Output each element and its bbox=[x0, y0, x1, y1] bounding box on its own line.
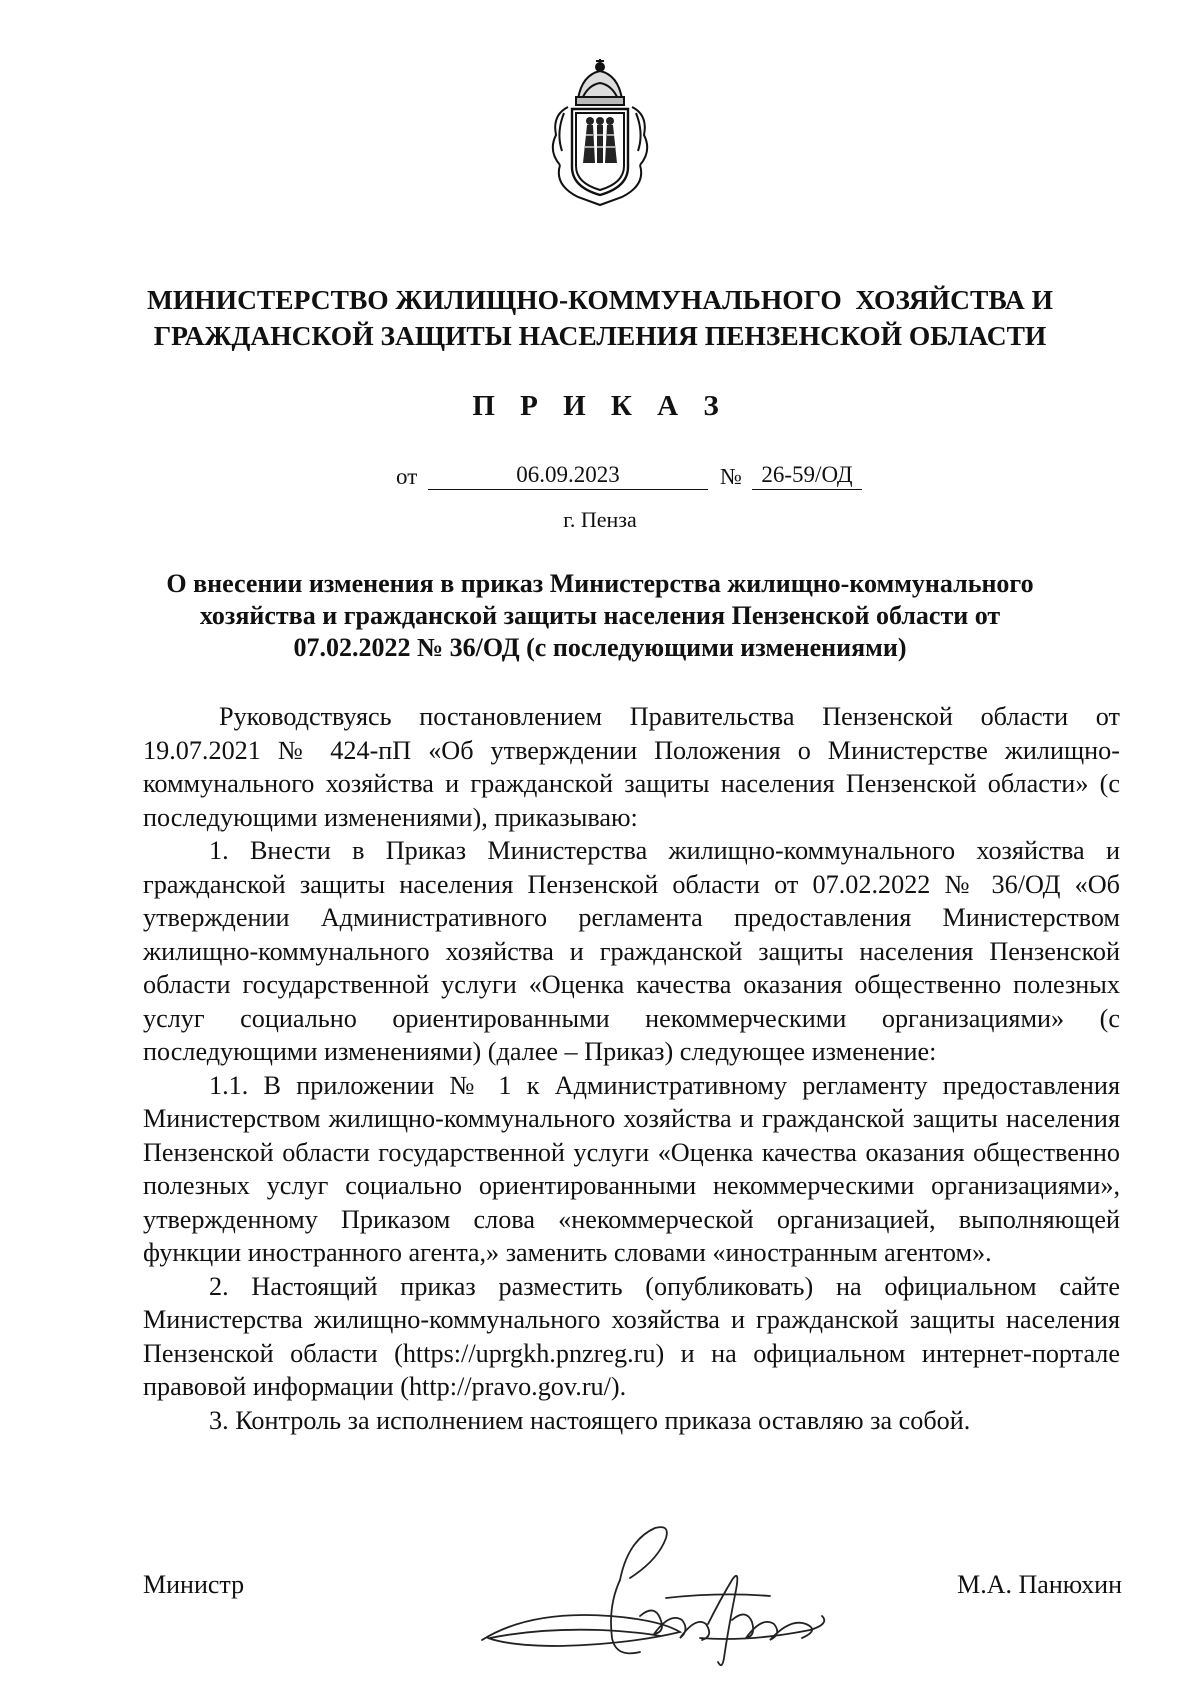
order-body bbox=[143, 700, 1120, 1437]
item-1-1-paragraph: 1.1. В приложении № 1 к Административному регламенту предоставления Министерством жилищно-коммунального хозяйства и гражданской защиты населения Пензенской области государственной услуги «Оценка качества оказания общественно полезных услуг социально ориентированными некоммерческими организациями», утвержденному Приказом слова «некоммерческой организацией, выполняющей функции иностранного агента,» заменить словами «иностранным агентом». bbox=[143, 1070, 1120, 1267]
order-date: 06.09.2023 bbox=[428, 462, 708, 490]
number-sign-label: № bbox=[720, 464, 742, 489]
order-subject bbox=[130, 568, 1070, 664]
item-3-paragraph: 3. Контроль за исполнением настоящего приказа оставляю за собой. bbox=[209, 1405, 971, 1435]
item-2-paragraph: 2. Настоящий приказ разместить (опубликовать) на официальном сайте Министерства жилищно-коммунального хозяйства и гражданской защиты населения Пензенской области (https://uprgkh.pnzreg.ru) и на официальном интернет-портале правовой информации (http://pravo.gov.ru/). bbox=[143, 1271, 1120, 1401]
order-subject-line-1: О внесении изменения в приказ Министерства жилищно-коммунального bbox=[166, 569, 1034, 598]
coat-of-arms-emblem bbox=[538, 55, 662, 211]
document-type-title: П Р И К А З bbox=[472, 390, 728, 422]
signer-position: Министр bbox=[143, 1570, 245, 1599]
signer-name: М.А. Панюхин bbox=[957, 1570, 1122, 1599]
date-prefix-label: от bbox=[396, 464, 418, 489]
preamble-paragraph: Руководствуясь постановлением Правительства Пензенской области от 19.07.2021 № 424-пП «Об утверждении Положения о Министерстве жилищно-коммунального хозяйства и гражданской защиты населения Пензенской области» (с последующими изменениями), приказываю: bbox=[143, 702, 1120, 832]
item-1-paragraph: 1. Внести в Приказ Министерства жилищно-коммунального хозяйства и гражданской защиты населения Пензенской области от 07.02.2022 № 36/ОД «Об утверждении Административного регламента предоставления Министерством жилищно-коммунального хозяйства и гражданской защиты населения Пензенской области государственной услуги «Оценка качества оказания общественно полезных услуг социально ориентированными некоммерческими организациями» (с последующими изменениями) (далее – Приказ) следующее изменение: bbox=[143, 836, 1120, 1066]
ministry-name-line-2: ГРАЖДАНСКОЙ ЗАЩИТЫ НАСЕЛЕНИЯ ПЕНЗЕНСКОЙ ОБЛАСТИ bbox=[153, 320, 1047, 351]
ministry-name-line-1: МИНИСТЕРСТВО ЖИЛИЩНО-КОММУНАЛЬНОГО ХОЗЯЙСТВА И bbox=[146, 284, 1054, 315]
ministry-name bbox=[120, 282, 1080, 354]
order-dateline bbox=[0, 462, 1200, 496]
signature-block bbox=[0, 1570, 1200, 1680]
order-subject-line-2: хозяйства и гражданской защиты населения Пензенской области от bbox=[199, 601, 1001, 630]
order-subject-line-3: 07.02.2022 № 36/ОД (с последующими изменениями) bbox=[293, 633, 907, 662]
issue-city: г. Пенза bbox=[563, 507, 637, 532]
order-number: 26-59/ОД bbox=[752, 462, 862, 490]
